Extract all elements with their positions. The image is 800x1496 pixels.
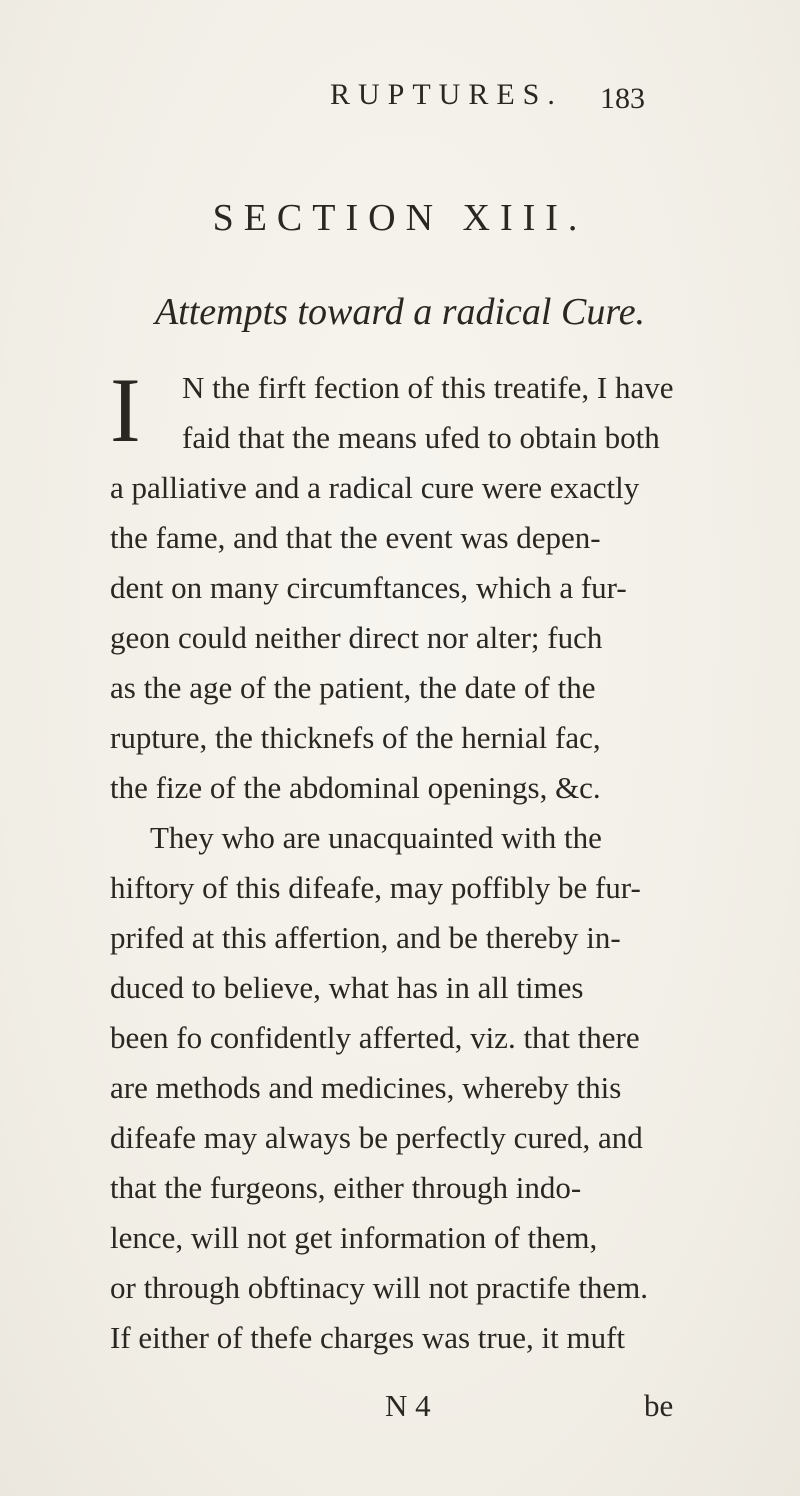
text-line: If either of thefe charges was true, it muft (110, 1320, 626, 1355)
text-line: faid that the means ufed to obtain both (182, 420, 660, 455)
catchword: be (644, 1388, 674, 1423)
text-line: duced to believe, what has in all times (110, 970, 584, 1005)
drop-cap: I (110, 359, 141, 461)
text-line: prifed at this affertion, and be thereby in- (110, 920, 621, 955)
page-number: 183 (600, 82, 645, 115)
text-line: N the firft fection of this treatife, I have (182, 370, 674, 405)
section-subtitle: Attempts toward a radical Cure. (154, 291, 646, 333)
text-line: geon could neither direct nor alter; fuch (110, 620, 603, 655)
text-line: rupture, the thicknefs of the hernial fac, (110, 720, 601, 755)
text-line: the fize of the abdominal openings, &c. (110, 770, 601, 805)
text-line: difeafe may always be perfectly cured, and (110, 1120, 643, 1155)
text-line: They who are unacquainted with the (150, 820, 602, 855)
text-line: the fame, and that the event was depen- (110, 520, 601, 555)
running-head: RUPTURES. (330, 78, 563, 111)
text-line: a palliative and a radical cure were exactly (110, 470, 640, 505)
text-line: been fo confidently afferted, viz. that there (110, 1020, 640, 1055)
text-line: as the age of the patient, the date of the (110, 670, 596, 705)
text-line: are methods and medicines, whereby this (110, 1070, 622, 1105)
text-line: or through obftinacy will not practife them. (110, 1270, 649, 1305)
text-line: that the furgeons, either through indo- (110, 1170, 582, 1205)
signature-mark: N 4 (385, 1388, 431, 1423)
text-line: hiftory of this difeafe, may poffibly be fur- (110, 870, 641, 905)
section-title: SECTION XIII. (212, 197, 588, 239)
text-line: lence, will not get information of them, (110, 1220, 598, 1255)
text-line: dent on many circumftances, which a fur- (110, 570, 627, 605)
